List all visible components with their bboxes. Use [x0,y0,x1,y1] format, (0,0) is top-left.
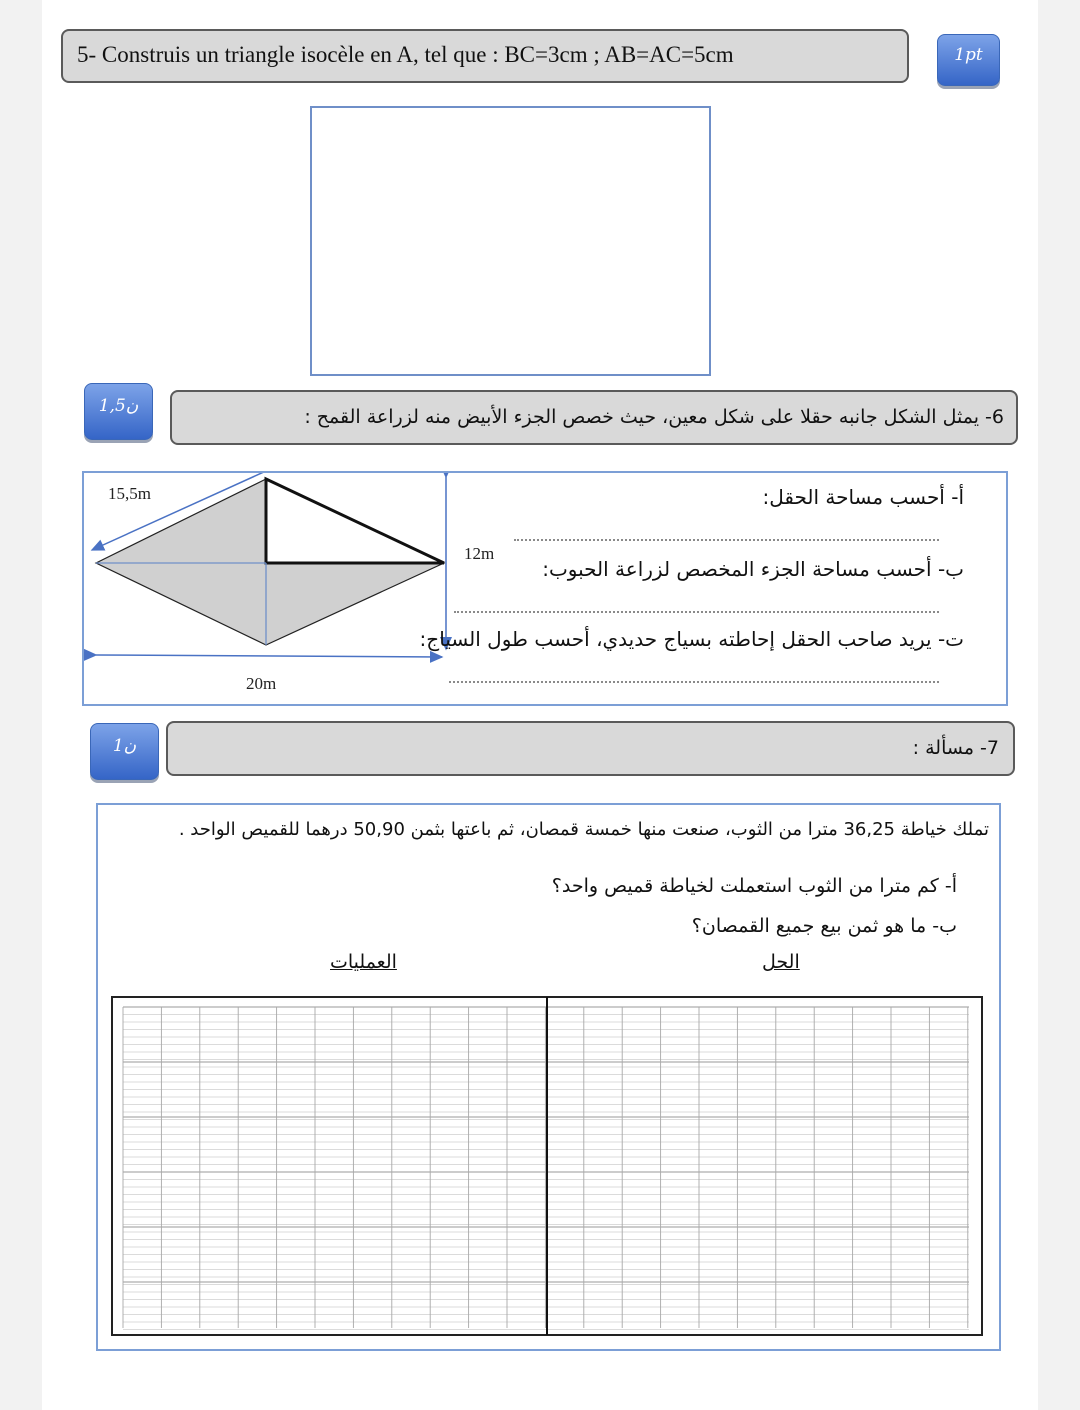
rhombus-figure [84,473,484,704]
question-5-points: 1pt [954,45,983,65]
question-5-points-badge [937,34,1000,86]
solution-heading: الحل [762,951,800,973]
wheat-region-triangle [266,479,444,563]
question-6-points: 1,5ن [98,396,139,416]
width-arrow [96,655,442,657]
question-5-bar [61,29,909,83]
question-6b: ب- أحسب مساحة الجزء المخصص لزراعة الحبوب: [542,557,964,581]
question-6c: ت- يريد صاحب الحقل إحاطته بسياج حديدي، أحسب طول السياج: [419,627,964,651]
question-7-bar [166,721,1015,776]
height-label: 12m [464,544,495,563]
answer-line-6b[interactable] [454,611,939,613]
question-7-points-badge [90,723,159,780]
question-6-points-badge [84,383,153,440]
problem-statement: تملك خياطة 36,25 مترا من الثوب، صنعت منها خمسة قمصان، ثم باعتها بثمن 50,90 درهما للقميص الواحد . [178,819,989,840]
question-6-title: 6- يمثل الشكل جانبه حقلا على شكل معين، حيث خصص الجزء الأبيض منه لزراعة القمح : [304,406,1004,428]
answer-line-6c[interactable] [449,681,939,683]
worksheet-page [42,0,1038,1410]
question-6-frame [82,471,1008,706]
question-7b: ب- ما هو ثمن بيع جميع القمصان؟ [691,915,957,937]
question-5-text: 5- Construis un triangle isocèle en A, tel que : BC=3cm ; AB=AC=5cm [77,42,734,67]
question-7-frame [96,803,1001,1351]
question-7-points: 1ن [112,736,137,756]
construction-box[interactable] [310,106,711,376]
answer-line-6a[interactable] [514,539,939,541]
question-7a: أ- كم مترا من الثوب استعملت لخياطة قميص واحد؟ [551,875,957,897]
side-length-label: 15,5m [108,484,151,503]
width-label: 20m [246,674,277,693]
question-6a: أ- أحسب مساحة الحقل: [762,485,964,509]
question-6-bar [170,390,1018,445]
operations-heading: العمليات [330,951,397,973]
answer-grid[interactable] [111,996,983,1336]
question-7-title: 7- مسألة : [912,737,999,759]
